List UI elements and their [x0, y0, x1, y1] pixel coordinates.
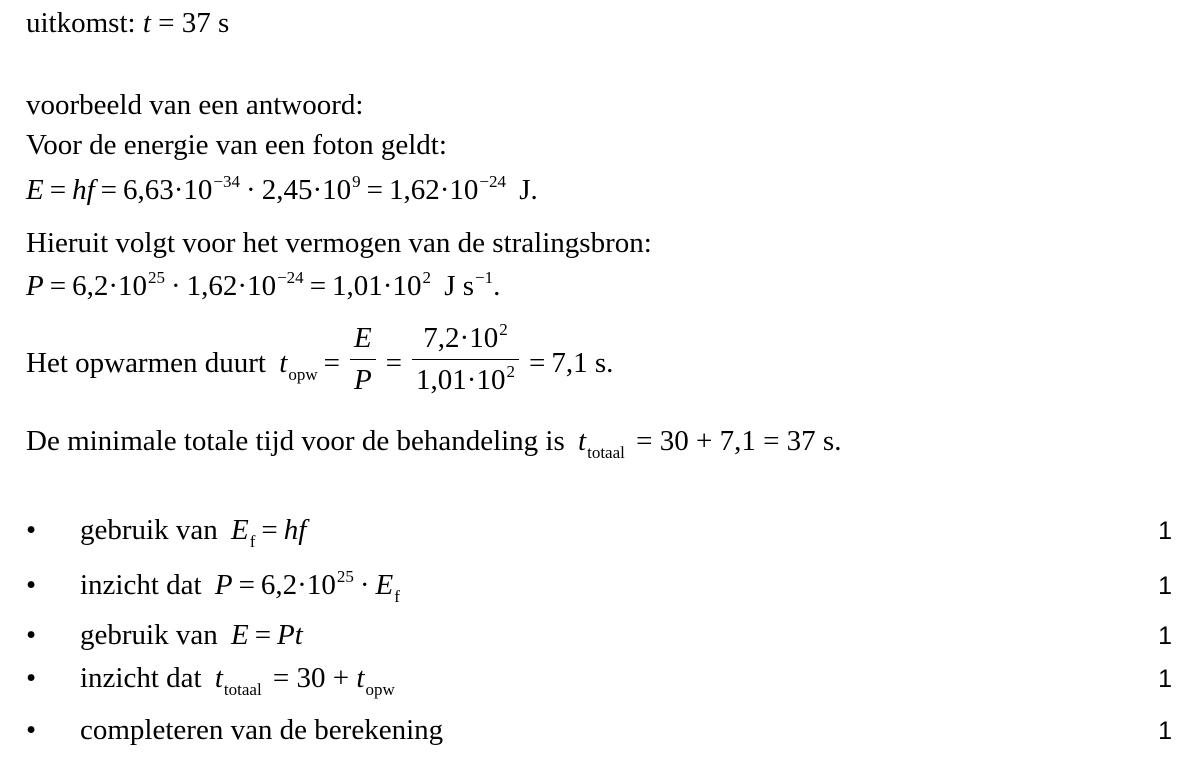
b3-e: E: [230, 619, 249, 651]
total-time-line: [26, 425, 842, 462]
frac2-num-base: 7,2·10: [423, 322, 499, 354]
bullet-5: •: [26, 714, 37, 746]
criterion-pre-4: inzicht dat: [80, 662, 202, 694]
b2-eq: =: [238, 569, 255, 601]
eq2-dot: ·: [171, 270, 181, 302]
criterion-text-1: [80, 514, 307, 551]
criterion-item-3: [0, 621, 1182, 661]
b1-e: E: [230, 514, 249, 546]
frac1-num: E: [353, 322, 372, 354]
eq3-sign1: =: [323, 346, 340, 379]
criterion-text-3: [80, 621, 303, 650]
b3-eq: =: [254, 619, 272, 651]
outcome-label: uitkomst:: [26, 7, 136, 39]
frac1-den: P: [350, 359, 376, 398]
criterion-points-3: 1: [1158, 622, 1172, 650]
criterion-points-4: 1: [1158, 665, 1172, 693]
outcome-value: 37 s: [181, 7, 230, 39]
b1-f: f: [298, 514, 307, 546]
eq1-sign3: =: [366, 174, 383, 206]
b3-pt: Pt: [277, 619, 303, 651]
eq2-b-exp: −24: [277, 268, 304, 287]
b4-t2: t: [356, 662, 365, 694]
eq2-unit-exp: −1: [475, 268, 494, 287]
eq2-lhs: P: [26, 270, 44, 302]
eq3-sign2: =: [385, 346, 403, 379]
outcome-line: [26, 9, 229, 38]
eq1-sign2: =: [100, 174, 117, 206]
b2-dot: ·: [359, 569, 370, 601]
b4-eq: = 30 +: [272, 662, 350, 694]
eq4-rest: = 30 + 7,1 = 37 s.: [636, 425, 842, 457]
frac2-den: [412, 359, 519, 398]
eq2-a: 6,2·10: [72, 270, 147, 302]
b1-eq: =: [261, 514, 278, 546]
eq1-c: 1,62·10: [388, 174, 479, 206]
frac2-num: [412, 321, 519, 359]
eq4-text: De minimale totale tijd voor de behandeling is: [26, 425, 565, 457]
eq3-result: 7,1 s.: [551, 346, 614, 379]
eq3-t: t: [279, 346, 288, 379]
eq3-text: Het opwarmen duurt: [26, 346, 266, 379]
criterion-text-4: [80, 662, 395, 699]
criterion-item-4: [0, 664, 1182, 704]
criterion-text-5: completeren van de berekening: [80, 714, 444, 746]
outcome-var: t: [142, 7, 151, 39]
b2-e-sub: f: [394, 587, 400, 606]
bullet-2: •: [26, 569, 37, 601]
b4-t: t: [214, 662, 223, 694]
eq2-end: .: [493, 270, 501, 302]
fraction-e-over-p: [350, 321, 376, 398]
bullet-3: •: [26, 619, 37, 651]
eq2-sign2: =: [309, 270, 327, 302]
eq3-sign3: =: [528, 346, 546, 379]
b1-e-sub: f: [249, 532, 256, 551]
eq1-b: 2,45·10: [261, 174, 352, 206]
b2-e: E: [375, 569, 394, 601]
eq4-t: t: [578, 425, 587, 457]
criterion-item-5: [0, 716, 1182, 756]
heating-equation: [26, 320, 614, 401]
criterion-pre-2: inzicht dat: [80, 569, 202, 601]
fraction-values: [412, 321, 519, 398]
criterion-points-2: 1: [1158, 572, 1172, 600]
eq1-a: 6,63·10: [123, 174, 213, 206]
eq4-t-sub: totaal: [587, 443, 625, 462]
example-intro: voorbeeld van een antwoord:: [26, 89, 364, 121]
frac2-num-exp: 2: [499, 320, 508, 339]
outcome-eq: =: [158, 7, 175, 39]
frac2-den-exp: 2: [506, 361, 515, 381]
b2-a: 6,2·10: [260, 569, 336, 601]
power-intro: Hieruit volgt voor het vermogen van de stralingsbron:: [26, 227, 652, 259]
b4-t-sub: totaal: [223, 680, 262, 699]
b4-t2-sub: opw: [365, 680, 395, 699]
eq2-c-exp: 2: [422, 268, 431, 287]
eq1-unit: J.: [519, 174, 538, 206]
criterion-points-5: 1: [1158, 717, 1172, 745]
b2-a-exp: 25: [336, 567, 354, 586]
criterion-item-1: [0, 516, 1182, 556]
energy-intro: Voor de energie van een foton geldt:: [26, 129, 447, 161]
criterion-points-1: 1: [1158, 517, 1172, 545]
eq1-b-exp: 9: [352, 172, 361, 191]
criterion-pre-1: gebruik van: [80, 514, 218, 546]
eq2-a-exp: 25: [148, 268, 165, 287]
eq3-t-sub: opw: [288, 364, 318, 384]
eq1-a-exp: −34: [213, 172, 241, 191]
eq1-lhs: E: [26, 174, 44, 206]
b1-h: h: [283, 514, 299, 546]
power-equation: [26, 268, 501, 302]
criterion-text-2: [80, 567, 400, 606]
eq1-dot: ·: [246, 174, 256, 206]
eq2-unit: J s: [444, 270, 475, 302]
bullet-1: •: [26, 514, 37, 546]
eq2-sign1: =: [49, 270, 67, 302]
energy-equation: [26, 172, 538, 206]
eq1-f: f: [86, 174, 95, 206]
eq1-sign1: =: [49, 174, 67, 206]
eq1-h: h: [72, 174, 87, 206]
eq2-c: 1,01·10: [332, 270, 422, 302]
frac2-den-base: 1,01·10: [416, 363, 506, 396]
criterion-pre-3: gebruik van: [80, 619, 218, 651]
eq1-c-exp: −24: [479, 172, 506, 191]
eq2-b: 1,62·10: [186, 270, 277, 302]
criterion-item-2: [0, 567, 1182, 611]
b2-p: P: [214, 569, 233, 601]
bullet-4: •: [26, 662, 37, 694]
